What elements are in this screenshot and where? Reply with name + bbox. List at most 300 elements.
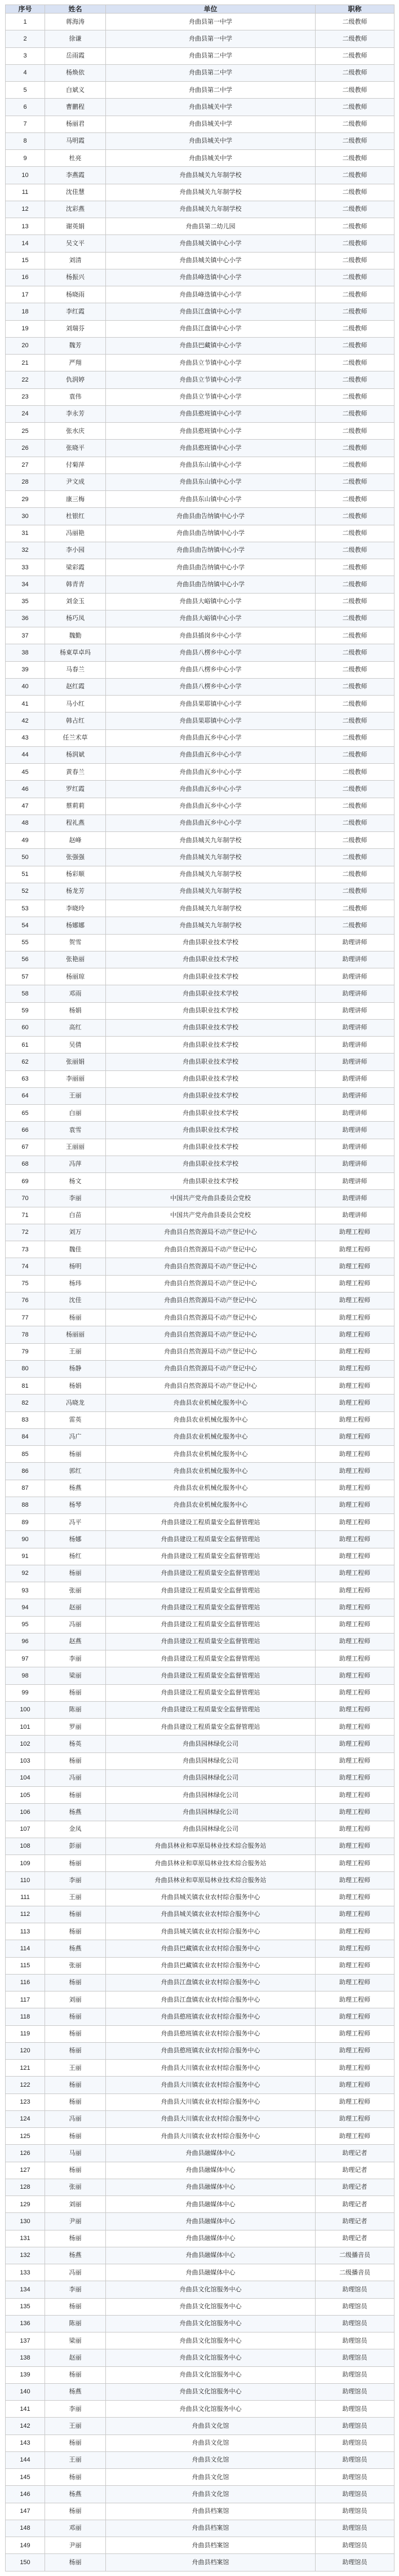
cell-unit: 舟曲县第二中学 xyxy=(106,47,316,64)
table-row xyxy=(6,1446,394,1463)
cell-index: 83 xyxy=(6,1411,45,1428)
cell-title: 助理馆员 xyxy=(316,2332,394,2349)
table-row xyxy=(6,2213,394,2230)
table-row xyxy=(6,729,394,746)
cell-title: 助理工程师 xyxy=(316,1991,394,2008)
cell-title: 助理工程师 xyxy=(316,2077,394,2093)
table-row xyxy=(6,542,394,559)
cell-index: 20 xyxy=(6,337,45,354)
cell-title: 二级教师 xyxy=(316,729,394,746)
cell-name: 赵峰 xyxy=(45,832,106,849)
cell-title: 助理工程师 xyxy=(316,1787,394,1804)
cell-unit: 舟曲县档案馆 xyxy=(106,2537,316,2554)
cell-unit: 舟曲县城关镇农业农村综合服务中心 xyxy=(106,1889,316,1906)
table-row xyxy=(6,1190,394,1207)
table-row xyxy=(6,1599,394,1616)
cell-name: 谢英娟 xyxy=(45,218,106,235)
cell-unit: 舟曲县林业和草原局林业技术综合服务站 xyxy=(106,1838,316,1854)
cell-index: 58 xyxy=(6,985,45,1002)
cell-name: 杨润斌 xyxy=(45,746,106,763)
cell-unit: 舟曲县建设工程质量安全监督管理站 xyxy=(106,1719,316,1736)
cell-title: 二级教师 xyxy=(316,798,394,815)
cell-unit: 舟曲县融媒体中心 xyxy=(106,2145,316,2162)
cell-name: 赵燕 xyxy=(45,1633,106,1650)
cell-index: 33 xyxy=(6,559,45,576)
cell-unit: 舟曲县文化馆服务中心 xyxy=(106,2298,316,2315)
cell-title: 二级教师 xyxy=(316,457,394,473)
cell-index: 53 xyxy=(6,900,45,917)
cell-unit: 舟曲县立节镇中心小学 xyxy=(106,371,316,388)
cell-unit: 舟曲县东山镇中心小学 xyxy=(106,473,316,490)
cell-index: 3 xyxy=(6,47,45,64)
cell-index: 17 xyxy=(6,286,45,303)
table-row xyxy=(6,746,394,763)
cell-unit: 舟曲县自然资源局不动产登记中心 xyxy=(106,1378,316,1395)
cell-title: 助理工程师 xyxy=(316,1428,394,1445)
cell-index: 4 xyxy=(6,64,45,81)
cell-title: 二级教师 xyxy=(316,696,394,712)
cell-name: 白丽 xyxy=(45,1105,106,1122)
cell-unit: 舟曲县立节镇中心小学 xyxy=(106,355,316,371)
cell-title: 二级教师 xyxy=(316,525,394,542)
cell-name: 吴倩 xyxy=(45,1037,106,1054)
table-row xyxy=(6,1923,394,1940)
table-row xyxy=(6,1872,394,1889)
cell-index: 89 xyxy=(6,1514,45,1531)
cell-name: 杨丽 xyxy=(45,2093,106,2110)
cell-title: 助理工程师 xyxy=(316,1531,394,1548)
cell-name: 冯晓龙 xyxy=(45,1395,106,1411)
cell-title: 二级教师 xyxy=(316,849,394,866)
cell-index: 119 xyxy=(6,2025,45,2042)
table-row xyxy=(6,1821,394,1838)
table-row xyxy=(6,1378,394,1395)
cell-unit: 舟曲县文化馆 xyxy=(106,2435,316,2451)
cell-index: 35 xyxy=(6,593,45,610)
table-row xyxy=(6,1258,394,1275)
cell-index: 127 xyxy=(6,2162,45,2179)
table-row xyxy=(6,2537,394,2554)
cell-title: 助理记者 xyxy=(316,2213,394,2230)
cell-index: 49 xyxy=(6,832,45,849)
cell-name: 蒋海涛 xyxy=(45,14,106,30)
cell-index: 59 xyxy=(6,1002,45,1019)
cell-index: 78 xyxy=(6,1326,45,1343)
table-row xyxy=(6,1054,394,1070)
cell-name: 李小园 xyxy=(45,542,106,559)
cell-name: 贺雪 xyxy=(45,934,106,951)
cell-unit: 舟曲县巴藏镇农业农村综合服务中心 xyxy=(106,1957,316,1974)
cell-title: 助理讲师 xyxy=(316,934,394,951)
cell-unit: 舟曲县农业机械化服务中心 xyxy=(106,1395,316,1411)
cell-title: 助理工程师 xyxy=(316,1343,394,1360)
cell-title: 助理工程师 xyxy=(316,1957,394,1974)
cell-unit: 舟曲县文化馆服务中心 xyxy=(106,2401,316,2418)
table-row xyxy=(6,371,394,388)
cell-index: 108 xyxy=(6,1838,45,1854)
cell-title: 助理工程师 xyxy=(316,1497,394,1513)
cell-index: 26 xyxy=(6,440,45,457)
cell-index: 39 xyxy=(6,661,45,678)
table-row xyxy=(6,2435,394,2451)
cell-title: 助理讲师 xyxy=(316,1037,394,1054)
table-row xyxy=(6,1037,394,1054)
cell-index: 42 xyxy=(6,712,45,729)
cell-title: 助理工程师 xyxy=(316,1616,394,1633)
table-row xyxy=(6,781,394,798)
cell-index: 6 xyxy=(6,99,45,116)
table-row xyxy=(6,1957,394,1974)
cell-unit: 舟曲县融媒体中心 xyxy=(106,2179,316,2196)
cell-name: 张晓平 xyxy=(45,440,106,457)
cell-unit: 舟曲县大川镇农业农村综合服务中心 xyxy=(106,2060,316,2077)
cell-index: 60 xyxy=(6,1019,45,1036)
table-row xyxy=(6,508,394,525)
table-row xyxy=(6,47,394,64)
cell-title: 助理工程师 xyxy=(316,2093,394,2110)
cell-index: 98 xyxy=(6,1667,45,1684)
cell-name: 曹鹏程 xyxy=(45,99,106,116)
cell-unit: 舟曲县曲告纳镇中心小学 xyxy=(106,559,316,576)
cell-index: 138 xyxy=(6,2349,45,2366)
cell-index: 9 xyxy=(6,150,45,167)
cell-name: 白苗 xyxy=(45,1207,106,1224)
cell-unit: 舟曲县城关九年制学校 xyxy=(106,184,316,201)
cell-unit: 中国共产党舟曲县委员会党校 xyxy=(106,1190,316,1207)
cell-name: 冯萍 xyxy=(45,1156,106,1172)
cell-unit: 舟曲县自然资源局不动产登记中心 xyxy=(106,1275,316,1292)
cell-unit: 舟曲县江盘镇中心小学 xyxy=(106,303,316,320)
cell-unit: 舟曲县融媒体中心 xyxy=(106,2196,316,2213)
cell-unit: 舟曲县职业技术学校 xyxy=(106,968,316,985)
table-row xyxy=(6,2451,394,2468)
cell-name: 张丽 xyxy=(45,1957,106,1974)
cell-unit: 舟曲县建设工程质量安全监督管理站 xyxy=(106,1582,316,1599)
cell-name: 梁丽 xyxy=(45,2332,106,2349)
table-row xyxy=(6,1906,394,1923)
cell-index: 64 xyxy=(6,1087,45,1104)
cell-title: 助理工程师 xyxy=(316,1719,394,1736)
cell-index: 139 xyxy=(6,2366,45,2383)
cell-title: 二级教师 xyxy=(316,167,394,184)
table-row xyxy=(6,2179,394,2196)
cell-unit: 舟曲县城关镇中心小学 xyxy=(106,235,316,252)
cell-unit: 舟曲县东山镇中心小学 xyxy=(106,491,316,508)
cell-unit: 舟曲县建设工程质量安全监督管理站 xyxy=(106,1531,316,1548)
cell-title: 助理讲师 xyxy=(316,968,394,985)
cell-unit: 舟曲县职业技术学校 xyxy=(106,1054,316,1070)
cell-name: 赵丽 xyxy=(45,2349,106,2366)
cell-unit: 舟曲县职业技术学校 xyxy=(106,1070,316,1087)
table-row xyxy=(6,1480,394,1497)
cell-index: 2 xyxy=(6,30,45,47)
cell-name: 陈丽 xyxy=(45,1701,106,1718)
cell-unit: 舟曲县憨班镇中心小学 xyxy=(106,440,316,457)
cell-unit: 舟曲县城关九年制学校 xyxy=(106,201,316,218)
cell-name: 李丽丽 xyxy=(45,1070,106,1087)
cell-unit: 舟曲县档案馆 xyxy=(106,2554,316,2571)
table-row xyxy=(6,1991,394,2008)
cell-unit: 舟曲县建设工程质量安全监督管理站 xyxy=(106,1599,316,1616)
cell-title: 助理馆员 xyxy=(316,2451,394,2468)
cell-name: 刘瑞芬 xyxy=(45,320,106,337)
cell-index: 146 xyxy=(6,2486,45,2503)
cell-unit: 舟曲县第二中学 xyxy=(106,82,316,99)
cell-title: 二级教师 xyxy=(316,218,394,235)
cell-unit: 舟曲县园林绿化公司 xyxy=(106,1769,316,1786)
table-row xyxy=(6,2281,394,2298)
table-row xyxy=(6,934,394,951)
cell-title: 助理工程师 xyxy=(316,1326,394,1343)
cell-index: 140 xyxy=(6,2383,45,2400)
table-row xyxy=(6,661,394,678)
table-row xyxy=(6,116,394,132)
cell-name: 袁雪 xyxy=(45,1122,106,1139)
cell-title: 二级教师 xyxy=(316,235,394,252)
cell-name: 李丽 xyxy=(45,1190,106,1207)
cell-index: 145 xyxy=(6,2469,45,2486)
cell-name: 杨東草卓玛 xyxy=(45,644,106,661)
table-row xyxy=(6,525,394,542)
roster-body xyxy=(6,14,394,2571)
cell-unit: 舟曲县憨班镇农业农村综合服务中心 xyxy=(106,2025,316,2042)
cell-name: 王丽 xyxy=(45,2451,106,2468)
cell-index: 46 xyxy=(6,781,45,798)
cell-title: 助理工程师 xyxy=(316,1309,394,1326)
cell-name: 马小红 xyxy=(45,696,106,712)
table-row xyxy=(6,1633,394,1650)
cell-name: 杜亮 xyxy=(45,150,106,167)
cell-unit: 舟曲县文化馆服务中心 xyxy=(106,2383,316,2400)
table-row xyxy=(6,849,394,866)
cell-name: 杨丽 xyxy=(45,2366,106,2383)
table-row xyxy=(6,2230,394,2247)
cell-name: 杨玮 xyxy=(45,1275,106,1292)
table-row xyxy=(6,1582,394,1599)
cell-index: 136 xyxy=(6,2315,45,2332)
cell-index: 95 xyxy=(6,1616,45,1633)
cell-title: 助理工程师 xyxy=(316,1258,394,1275)
cell-title: 二级教师 xyxy=(316,47,394,64)
cell-title: 助理工程师 xyxy=(316,1548,394,1565)
cell-title: 二级教师 xyxy=(316,917,394,934)
table-row xyxy=(6,1804,394,1821)
table-row xyxy=(6,132,394,149)
cell-index: 73 xyxy=(6,1241,45,1258)
cell-title: 助理馆员 xyxy=(316,2503,394,2520)
cell-unit: 舟曲县建设工程质量安全监督管理站 xyxy=(106,1548,316,1565)
table-row xyxy=(6,303,394,320)
table-row xyxy=(6,832,394,849)
cell-name: 雷英 xyxy=(45,1411,106,1428)
cell-title: 助理工程师 xyxy=(316,1582,394,1599)
cell-title: 助理工程师 xyxy=(316,2042,394,2059)
cell-unit: 舟曲县自然资源局不动产登记中心 xyxy=(106,1326,316,1343)
cell-title: 助理讲师 xyxy=(316,1087,394,1104)
cell-name: 杨丽 xyxy=(45,1923,106,1940)
cell-name: 李永芳 xyxy=(45,405,106,422)
cell-name: 梁彩霞 xyxy=(45,559,106,576)
cell-index: 81 xyxy=(6,1378,45,1395)
cell-title: 助理工程师 xyxy=(316,2025,394,2042)
cell-title: 助理讲师 xyxy=(316,1173,394,1190)
table-row xyxy=(6,1531,394,1548)
cell-name: 杜银红 xyxy=(45,508,106,525)
table-row xyxy=(6,320,394,337)
cell-unit: 舟曲县自然资源局不动产登记中心 xyxy=(106,1309,316,1326)
cell-name: 白斌义 xyxy=(45,82,106,99)
cell-index: 37 xyxy=(6,627,45,644)
cell-title: 助理讲师 xyxy=(316,1156,394,1172)
cell-name: 徐谦 xyxy=(45,30,106,47)
table-row xyxy=(6,1889,394,1906)
cell-unit: 舟曲县农业机械化服务中心 xyxy=(106,1480,316,1497)
cell-index: 120 xyxy=(6,2042,45,2059)
cell-unit: 舟曲县曲告纳镇中心小学 xyxy=(106,542,316,559)
cell-index: 7 xyxy=(6,116,45,132)
cell-unit: 舟曲县园林绿化公司 xyxy=(106,1804,316,1821)
cell-unit: 舟曲县曲瓦乡中心小学 xyxy=(106,764,316,781)
cell-unit: 舟曲县档案馆 xyxy=(106,2503,316,2520)
cell-index: 50 xyxy=(6,849,45,866)
cell-unit: 舟曲县职业技术学校 xyxy=(106,1002,316,1019)
cell-index: 92 xyxy=(6,1565,45,1582)
cell-index: 88 xyxy=(6,1497,45,1513)
cell-name: 金凤 xyxy=(45,1821,106,1838)
cell-name: 冯平 xyxy=(45,1514,106,1531)
cell-title: 二级教师 xyxy=(316,423,394,440)
cell-unit: 舟曲县职业技术学校 xyxy=(106,1087,316,1104)
cell-unit: 舟曲县林业和草原局林业技术综合服务站 xyxy=(106,1855,316,1872)
cell-index: 51 xyxy=(6,866,45,883)
cell-index: 115 xyxy=(6,1957,45,1974)
cell-name: 杨丽 xyxy=(45,1906,106,1923)
cell-name: 杨燕 xyxy=(45,2486,106,2503)
cell-unit: 舟曲县曲告纳镇中心小学 xyxy=(106,576,316,593)
cell-unit: 舟曲县果耶镇中心小学 xyxy=(106,712,316,729)
cell-unit: 舟曲县大川镇农业农村综合服务中心 xyxy=(106,2093,316,2110)
cell-title: 助理工程师 xyxy=(316,1872,394,1889)
cell-index: 82 xyxy=(6,1395,45,1411)
cell-unit: 舟曲县职业技术学校 xyxy=(106,1122,316,1139)
cell-unit: 舟曲县城关九年制学校 xyxy=(106,883,316,900)
table-row xyxy=(6,1326,394,1343)
cell-index: 126 xyxy=(6,2145,45,2162)
cell-index: 85 xyxy=(6,1446,45,1463)
table-row xyxy=(6,1855,394,1872)
table-row xyxy=(6,696,394,712)
cell-index: 74 xyxy=(6,1258,45,1275)
cell-unit: 舟曲县林业和草原局林业技术综合服务站 xyxy=(106,1872,316,1889)
cell-unit: 舟曲县文化馆 xyxy=(106,2451,316,2468)
cell-unit: 舟曲县城关九年制学校 xyxy=(106,167,316,184)
cell-name: 冯丽 xyxy=(45,2110,106,2127)
table-row xyxy=(6,1752,394,1769)
cell-index: 22 xyxy=(6,371,45,388)
cell-index: 80 xyxy=(6,1360,45,1377)
table-row xyxy=(6,1105,394,1122)
cell-index: 87 xyxy=(6,1480,45,1497)
cell-name: 尹文成 xyxy=(45,473,106,490)
table-row xyxy=(6,1156,394,1172)
cell-index: 96 xyxy=(6,1633,45,1650)
cell-unit: 舟曲县曲瓦乡中心小学 xyxy=(106,815,316,831)
cell-unit: 舟曲县自然资源局不动产登记中心 xyxy=(106,1241,316,1258)
cell-title: 助理讲师 xyxy=(316,1190,394,1207)
table-row xyxy=(6,968,394,985)
cell-unit: 舟曲县城关中学 xyxy=(106,99,316,116)
cell-name: 杨丽 xyxy=(45,2298,106,2315)
cell-index: 122 xyxy=(6,2077,45,2093)
cell-title: 二级教师 xyxy=(316,64,394,81)
cell-name: 杨巧凤 xyxy=(45,610,106,627)
cell-index: 32 xyxy=(6,542,45,559)
table-row xyxy=(6,644,394,661)
cell-index: 72 xyxy=(6,1224,45,1241)
cell-index: 10 xyxy=(6,167,45,184)
cell-index: 143 xyxy=(6,2435,45,2451)
cell-name: 尹丽 xyxy=(45,2537,106,2554)
cell-name: 邓丽 xyxy=(45,2520,106,2537)
cell-unit: 舟曲县八楞乡中心小学 xyxy=(106,661,316,678)
cell-title: 二级教师 xyxy=(316,184,394,201)
cell-name: 李燕霞 xyxy=(45,167,106,184)
cell-title: 助理工程师 xyxy=(316,2008,394,2025)
cell-unit: 舟曲县曲瓦乡中心小学 xyxy=(106,746,316,763)
table-row xyxy=(6,1684,394,1701)
cell-unit: 舟曲县八楞乡中心小学 xyxy=(106,678,316,695)
cell-index: 63 xyxy=(6,1070,45,1087)
cell-title: 助理工程师 xyxy=(316,2128,394,2145)
table-row xyxy=(6,286,394,303)
cell-index: 129 xyxy=(6,2196,45,2213)
cell-title: 二级教师 xyxy=(316,781,394,798)
table-row xyxy=(6,1719,394,1736)
table-row xyxy=(6,815,394,831)
table-row xyxy=(6,1616,394,1633)
cell-unit: 舟曲县曲瓦乡中心小学 xyxy=(106,798,316,815)
cell-unit: 舟曲县职业技术学校 xyxy=(106,934,316,951)
cell-name: 王丽 xyxy=(45,2418,106,2435)
cell-name: 蔡莉莉 xyxy=(45,798,106,815)
roster-table xyxy=(5,5,394,2571)
cell-title: 二级播音员 xyxy=(316,2247,394,2264)
table-row xyxy=(6,2503,394,2520)
cell-unit: 舟曲县自然资源局不动产登记中心 xyxy=(106,1224,316,1241)
cell-title: 助理馆员 xyxy=(316,2298,394,2315)
cell-unit: 舟曲县憨班镇中心小学 xyxy=(106,423,316,440)
cell-title: 助理工程师 xyxy=(316,1514,394,1531)
cell-title: 助理工程师 xyxy=(316,1940,394,1957)
cell-index: 61 xyxy=(6,1037,45,1054)
cell-unit: 舟曲县职业技术学校 xyxy=(106,1173,316,1190)
table-row xyxy=(6,252,394,269)
cell-title: 助理馆员 xyxy=(316,2418,394,2435)
cell-name: 杨丽 xyxy=(45,2077,106,2093)
table-row xyxy=(6,423,394,440)
cell-name: 李丽 xyxy=(45,1872,106,1889)
cell-unit: 舟曲县巴藏镇农业农村综合服务中心 xyxy=(106,1940,316,1957)
cell-title: 二级教师 xyxy=(316,883,394,900)
table-row xyxy=(6,2349,394,2366)
cell-index: 123 xyxy=(6,2093,45,2110)
table-row xyxy=(6,2008,394,2025)
cell-index: 47 xyxy=(6,798,45,815)
cell-name: 杨丽 xyxy=(45,2042,106,2059)
cell-name: 杨焕依 xyxy=(45,64,106,81)
table-row xyxy=(6,440,394,457)
cell-name: 韩青青 xyxy=(45,576,106,593)
